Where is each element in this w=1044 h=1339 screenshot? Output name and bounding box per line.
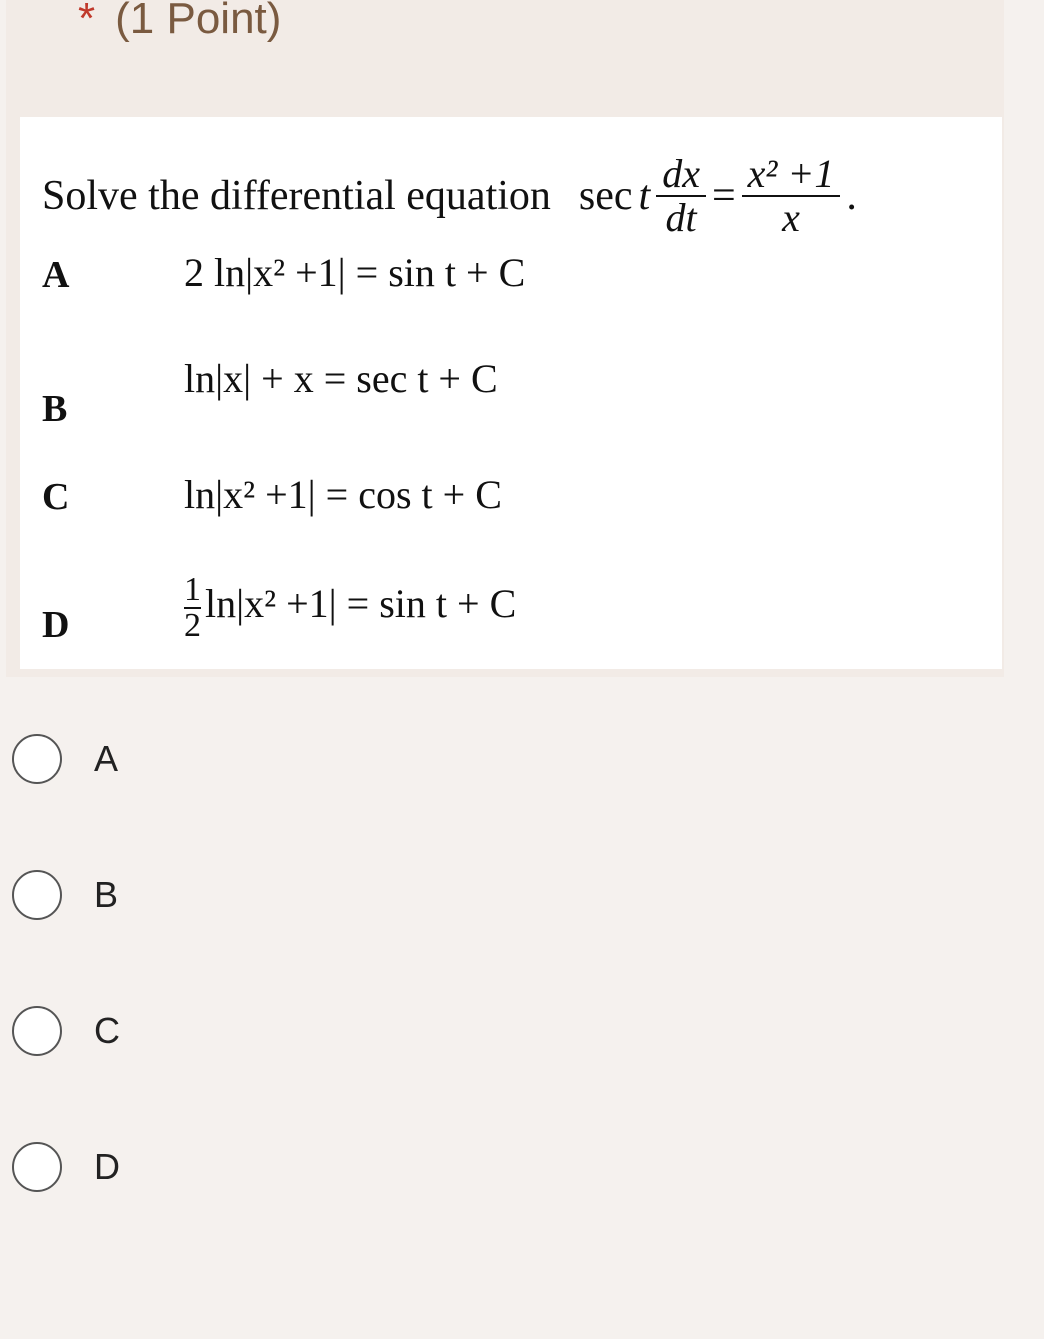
eq-dx: dx bbox=[656, 153, 706, 197]
choice-expr-c: ln|x² +1| = cos t + C bbox=[184, 472, 502, 517]
radio-button[interactable] bbox=[12, 734, 62, 784]
dxdt-fraction bbox=[656, 153, 706, 239]
frac-den: 2 bbox=[184, 607, 201, 644]
choice-expr-d-text: ln|x² +1| = sin t + C bbox=[205, 581, 517, 627]
eq-num: x² +1 bbox=[742, 153, 841, 197]
radio-button[interactable] bbox=[12, 1142, 62, 1192]
points-label: (1 Point) bbox=[115, 0, 282, 43]
eq-dt: dt bbox=[665, 195, 697, 240]
choice-letter-a: A bbox=[42, 254, 70, 296]
question-panel bbox=[6, 0, 1004, 677]
rhs-fraction bbox=[742, 153, 841, 239]
option-label: D bbox=[94, 1146, 120, 1187]
choice-letter-c: C bbox=[42, 476, 70, 518]
half-fraction bbox=[184, 573, 201, 643]
frac-num: 1 bbox=[184, 571, 201, 608]
option-label: C bbox=[94, 1010, 120, 1051]
question-prompt bbox=[42, 153, 857, 239]
radio-button[interactable] bbox=[12, 1006, 62, 1056]
eq-equals: = bbox=[711, 173, 736, 219]
eq-den: x bbox=[782, 195, 800, 240]
question-header bbox=[78, 0, 281, 44]
choice-letter-b: B bbox=[42, 388, 68, 430]
option-label: A bbox=[94, 738, 119, 779]
radio-button[interactable] bbox=[12, 870, 62, 920]
eq-period: . bbox=[846, 173, 857, 219]
option-label: B bbox=[94, 874, 119, 915]
question-image bbox=[20, 117, 1002, 669]
choice-letter-d: D bbox=[42, 604, 70, 646]
option-a[interactable] bbox=[12, 734, 118, 784]
prompt-text: Solve the differential equation bbox=[42, 173, 551, 219]
option-d[interactable] bbox=[12, 1142, 120, 1192]
required-asterisk: * bbox=[78, 0, 96, 43]
choice-expr-b: ln|x| + x = sec t + C bbox=[184, 356, 498, 401]
choice-expr-a: 2 ln|x² +1| = sin t + C bbox=[184, 250, 526, 295]
eq-t: t bbox=[638, 173, 651, 219]
option-c[interactable] bbox=[12, 1006, 120, 1056]
eq-sec: sec bbox=[578, 173, 633, 219]
option-b[interactable] bbox=[12, 870, 118, 920]
choice-expr-d bbox=[184, 573, 516, 643]
